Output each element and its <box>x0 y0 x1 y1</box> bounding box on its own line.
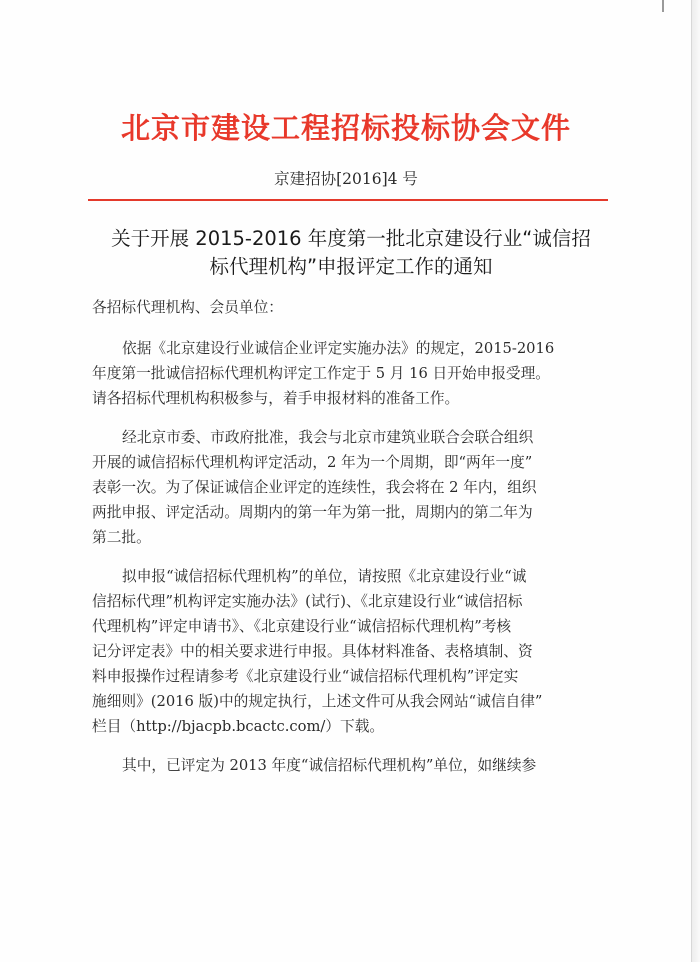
header-red-rule <box>88 199 608 201</box>
body-paragraph <box>92 425 612 550</box>
page-edge-shadow <box>692 0 700 962</box>
paragraph-line: 料申报操作过程请参考《北京建设行业“诚信招标代理机构”评定实 <box>92 668 519 685</box>
paragraph-line: 代理机构”评定申请书》、《北京建设行业“诚信招标代理机构”考核 <box>92 618 512 635</box>
paragraph-line: 拟申报“诚信招标代理机构”的单位，请按照《北京建设行业“诚 <box>122 568 527 585</box>
paragraph-line: 其中，已评定为 2013 年度“诚信招标代理机构”单位，如继续参 <box>122 757 537 774</box>
notice-body <box>92 295 612 792</box>
document-number: 京建招协[2016]4 号 <box>274 170 418 188</box>
paragraph-line: 两批申报、评定活动。周期内的第一年为第一批，周期内的第二年为 <box>92 504 533 521</box>
paragraph-line: 请各招标代理机构积极参与，着手申报材料的准备工作。 <box>92 390 460 407</box>
paragraph-line: 经北京市委、市政府批准，我会与北京市建筑业联合会联合组织 <box>122 429 534 446</box>
body-paragraph <box>92 753 612 778</box>
body-paragraph <box>92 336 612 411</box>
notice-title-line: 关于开展 2015-2016 年度第一批北京建设行业“诚信招 <box>111 227 591 250</box>
body-paragraph <box>92 564 612 739</box>
notice-title-line: 标代理机构”申报评定工作的通知 <box>209 255 493 278</box>
paragraph-line: 施细则》(2016 版)中的规定执行，上述文件可从我会网站“诚信自律” <box>92 693 543 710</box>
notice-title <box>86 225 616 281</box>
paragraph-line: 栏目（http://bjacpb.bcactc.com/）下载。 <box>92 718 385 735</box>
paragraph-line: 依据《北京建设行业诚信企业评定实施办法》的规定，2015-2016 <box>122 340 555 357</box>
paragraph-line: 记分评定表》中的相关要求进行申报。具体材料准备、表格填制、资 <box>92 643 533 660</box>
paragraph-line: 第二批。 <box>92 529 151 546</box>
paragraph-line: 信招标代理”机构评定实施办法》(试行)、《北京建设行业“诚信招标 <box>92 593 523 610</box>
paragraph-line: 开展的诚信招标代理机构评定活动，2 年为一个周期，即“两年一度” <box>92 454 533 471</box>
organization-title: 北京市建设工程招标投标协会文件 <box>120 111 571 145</box>
salutation: 各招标代理机构、会员单位： <box>92 299 283 316</box>
paragraph-line: 年度第一批诚信招标代理机构评定工作定于 5 月 16 日开始申报受理。 <box>92 365 550 382</box>
paragraph-line: 表彰一次。为了保证诚信企业评定的连续性，我会将在 2 年内，组织 <box>92 479 537 496</box>
scan-mark <box>656 0 670 14</box>
